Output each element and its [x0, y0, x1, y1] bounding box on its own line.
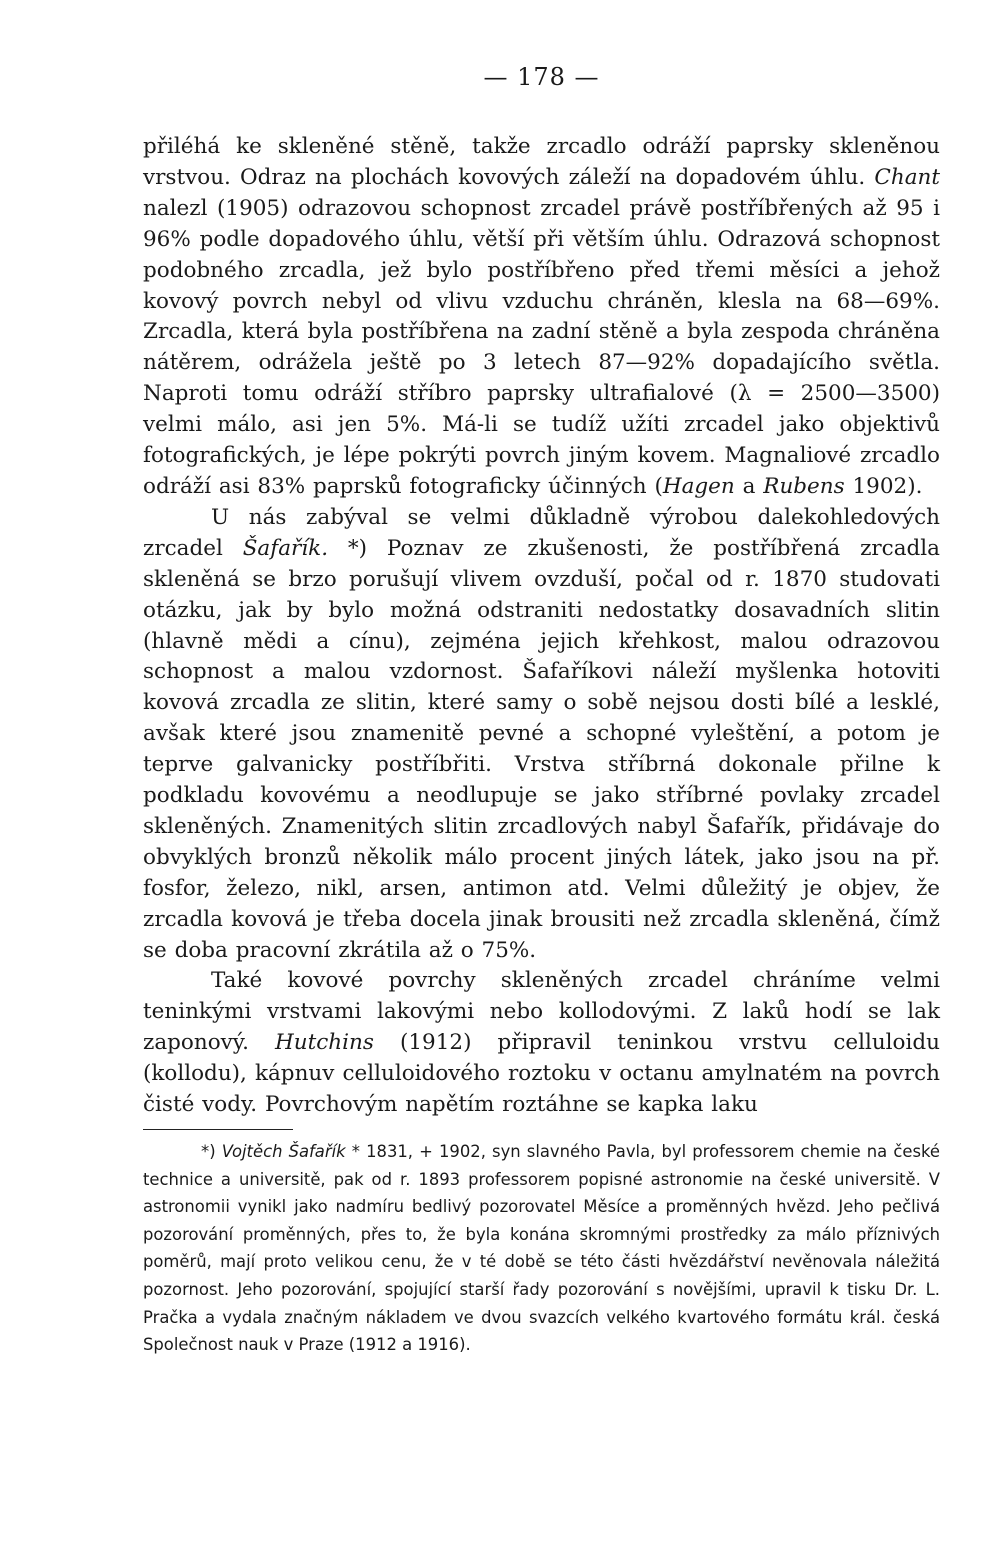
- footnote-marker: *): [201, 1142, 222, 1161]
- paragraph-1: [143, 132, 940, 503]
- page-number: — 178 —: [483, 63, 600, 91]
- text-run: *) Poznav ze zkušenosti, že postříbřená zrcadla skleněná se brzo porušují vlivem ovzduší, počal od r. 1870 studovati otázku, jak by bylo možná odstraniti nedostatky dosavadních slitin (hlavně mědi a cínu), zejména jejich křehkost, malou odrazovou schopnost a malou vzdornost. Šafaříkovi náleží myšlenka hotoviti kovová zrcadla ze slitin, které samy o sobě nejsou dosti bílé a lesklé, avšak které jsou znamenitě pevné a schopné vyleštění, a potom je teprve galvanicky postříbřiti. Vrstva stříbrná dokonale přilne k podkladu kovovému a neodlupuje se jako stříbrné povlaky zrcadel skleněných. Znamenitých slitin zrcadlových nabyl Šafařík, přidávaje do obvyklých bronzů několik málo procent jiných látek, jako jsou na př. fosfor, železo, nikl, arsen, antimon atd. Velmi důležitý je objev, že zrcadla kovová je třeba docela jinak brousiti než zrcadla skleněná, čímž se doba pracovní zkrátila až o 75%.: [143, 535, 940, 963]
- footnote-divider: [143, 1129, 293, 1130]
- page: [143, 60, 940, 1359]
- text-run: a: [734, 473, 764, 499]
- author-name: Hutchins: [275, 1030, 374, 1056]
- paragraph-3: [143, 966, 940, 1121]
- author-name: Šafařík.: [242, 535, 329, 561]
- footnote-safarik: [143, 1138, 940, 1359]
- paragraph-2: [143, 503, 940, 967]
- text-run: Také kovové povrchy skleněných zrcadel chráníme velmi teninkými vrstvami lakovými nebo kollodovými. Z laků hodí se lak zaponový.: [143, 968, 940, 1056]
- text-run: * 1831, + 1902, syn slavného Pavla, byl professorem chemie na české technice a universitě, pak od r. 1893 professorem popisné astronomie na české universitě. V astronomii vynikl jako nadmíru bedlivý pozorovatel Měsíce a proměnných hvězd. Jeho pečlivá pozorování proměnných, přes to, že byla konána skromnými prostředky za málo příznivých poměrů, mají proto velikou cenu, že v té době se této části hvězdářství nevěnovala náležitá pozornost. Jeho pozorování, spojující starší řady pozorování s novějšími, upravil k tisku Dr. L. Pračka a vydala značným nákladem ve dvou svazcích velkého kvartového formátu král. česká Společnost nauk v Praze (1912 a 1916).: [143, 1142, 940, 1355]
- text-run: 1902).: [844, 473, 923, 499]
- author-name: Vojtěch Šafařík: [221, 1142, 346, 1161]
- body-text: [143, 132, 940, 1121]
- author-name: Hagen: [662, 473, 735, 499]
- text-run: U nás zabýval se velmi důkladně výrobou dalekohledových zrcadel: [143, 504, 940, 561]
- text-run: nalezl (1905) odrazovou schopnost zrcadel právě postříbřených až 95 i 96% podle dopadového úhlu, větší při větším úhlu. Odrazová schopnost podobného zrcadla, jež bylo postříbřeno před třemi měsíci a jehož kovový povrch nebyl od vlivu vzduchu chráněn, klesla na 68—69%. Zrcadla, která byla postříbřena na zadní stěně a byla zespoda chráněna nátěrem, odrážela ještě po 3 letech 87—92% dopadajícího světla. Naproti tomu odráží stříbro paprsky ultrafialové (λ = 2500—3500) velmi málo, asi jen 5%. Má-li se tudíž užíti zrcadel jako objektivů fotografických, je lépe pokrýti povrch jiným kovem. Magnaliové zrcadlo odráží asi 83% paprsků fotograficky účinných (: [143, 195, 940, 499]
- text-run: (1912) připravil teninkou vrstvu celluloidu (kollodu), kápnuv celluloidového roztoku v octanu amylnatém na povrch čisté vody. Povrchovým napětím roztáhne se kapka laku: [143, 1030, 940, 1118]
- footnotes: [143, 1138, 940, 1359]
- author-name: Chant: [874, 164, 940, 190]
- author-name: Rubens: [763, 473, 845, 499]
- text-run: přiléhá ke skleněné stěně, takže zrcadlo odráží paprsky skleněnou vrstvou. Odraz na plochách kovových záleží na dopadovém úhlu.: [143, 134, 940, 190]
